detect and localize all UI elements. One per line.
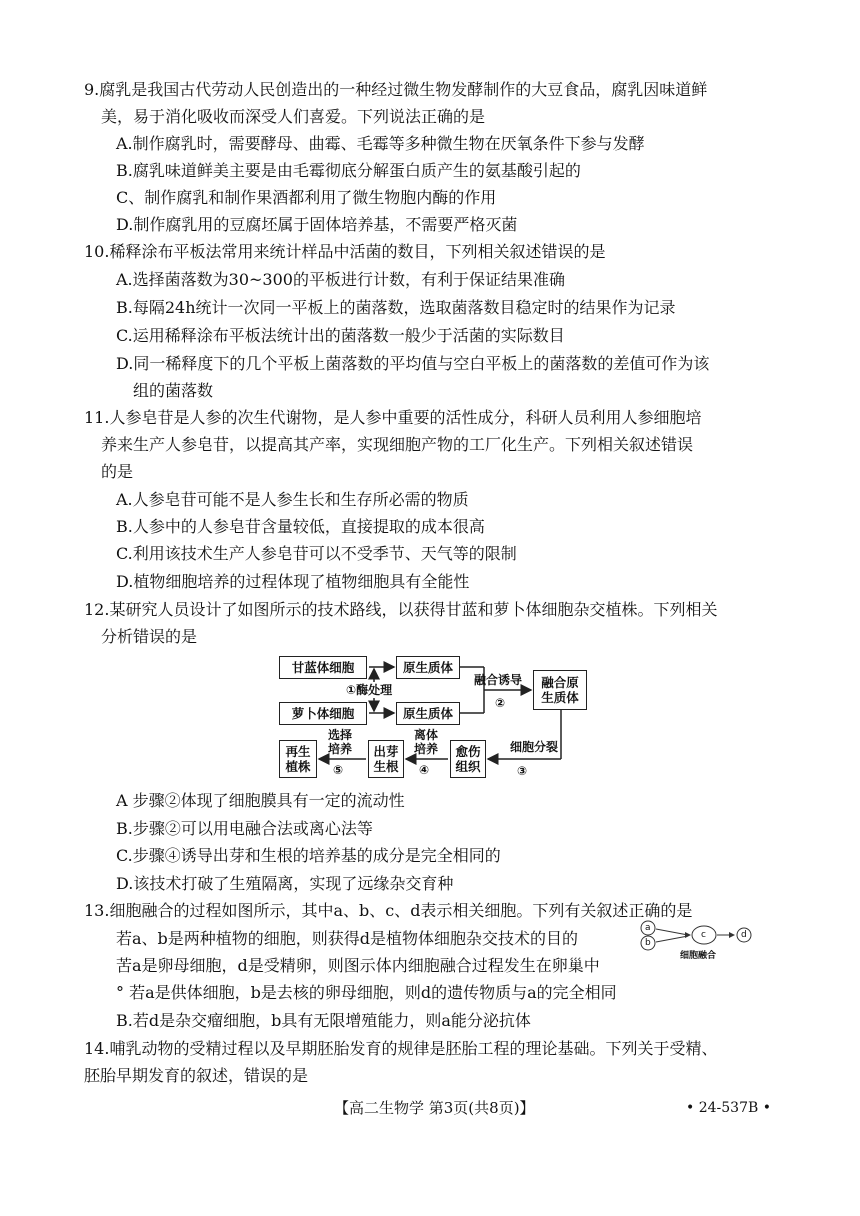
cell-a-label: a [645,923,651,933]
q12-option-d: D.该技术打破了生殖隔离，实现了远缘杂交育种 [116,874,454,893]
label-isolated-culture: 离体培养 [413,728,438,756]
q10-option-b: B.每隔24h统计一次同一平板上的菌落数，选取菌落数目稳定时的结果作为记录 [116,298,676,317]
q11-stem-line3: 的是 [101,462,134,481]
box-protoplast-bottom: 原生质体 [396,702,460,725]
exam-code: • 24-537B • [686,1100,771,1116]
label-fusion-induce: 融合诱导 [474,673,523,687]
cell-b-label: b [645,938,651,948]
label-step5: ⑤ [333,763,344,777]
label-cell-division: 细胞分裂 [510,740,559,754]
q13-option-3: ° 若a是供体细胞，b是去核的卵母细胞，则d的遗传物质与a的完全相同 [116,983,617,1002]
q10-option-a: A.选择菌落数为30~300的平板进行计数，有利于保证结果准确 [116,270,565,289]
box-radish-cell: 萝卜体细胞 [279,702,367,725]
q14-stem-line1: 14.哺乳动物的受精过程以及早期胚胎发育的规律是胚胎工程的理论基础。下列关于受精、 [84,1039,718,1058]
box-callus: 愈伤组织 [450,740,486,778]
q9-stem-line1: 9.腐乳是我国古代劳动人民创造出的一种经过微生物发酵制作的大豆食品，腐乳因味道鲜 [84,80,708,99]
q11-stem-line1: 11.人参皂苷是人参的次生代谢物，是人参中重要的活性成分，科研人员利用人参细胞培 [84,408,702,427]
box-shoot-root: 出芽生根 [368,740,404,778]
q10-option-d-cont: 组的菌落数 [133,381,214,400]
label-step4: ④ [419,763,430,777]
label-enzyme-treatment: ①酶处理 [346,683,393,697]
q13-option-2: 苦a是卵母细胞，d是受精卵，则图示体内细胞融合过程发生在卵巢中 [116,956,600,975]
box-fused-protoplast: 融合原生质体 [533,670,587,710]
q11-option-a: A.人参皂苷可能不是人参生长和生存所必需的物质 [116,490,469,509]
cell-fusion-diagram [636,918,758,966]
somatic-hybridization-diagram [276,652,579,782]
q9-option-d: D.制作腐乳用的豆腐坯属于固体培养基，不需要严格灭菌 [116,215,518,234]
q11-option-b: B.人参中的人参皂苷含量较低，直接提取的成本很高 [116,517,485,536]
label-selective-culture: 选择培养 [327,728,352,756]
q10-option-c: C.运用稀释涂布平板法统计出的菌落数一般少于活菌的实际数目 [116,326,565,345]
q13-option-1: 若a、b是两种植物的细胞，则获得d是植物体细胞杂交技术的目的 [116,929,579,948]
q12-option-c: C.步骤④诱导出芽和生根的培养基的成分是完全相同的 [116,846,501,865]
q12-option-a: A 步骤②体现了细胞膜具有一定的流动性 [116,791,405,810]
q14-stem-line2: 胚胎早期发育的叙述，错误的是 [84,1066,309,1085]
q9-option-b: B.腐乳味道鲜美主要是由毛霉彻底分解蛋白质产生的氨基酸引起的 [116,161,581,180]
q11-option-d: D.植物细胞培养的过程体现了植物细胞具有全能性 [116,572,470,591]
q9-option-c: C、制作腐乳和制作果酒都利用了微生物胞内酶的作用 [116,188,497,207]
q13-option-b: B.若d是杂交瘤细胞，b具有无限增殖能力，则a能分泌抗体 [116,1011,531,1030]
box-cabbage-cell: 甘蓝体细胞 [279,656,367,679]
q10-stem: 10.稀释涂布平板法常用来统计样品中活菌的数目，下列相关叙述错误的是 [84,242,606,261]
q11-stem-line2: 养来生产人参皂苷，以提高其产率，实现细胞产物的工厂化生产。下列相关叙述错误 [101,435,694,454]
cell-fusion-caption: 细胞融合 [680,951,717,961]
cell-d-label: d [741,930,747,940]
q9-stem-line2: 美，易于消化吸收而深受人们喜爱。下列说法正确的是 [101,107,486,126]
box-protoplast-top: 原生质体 [396,656,460,679]
q9-option-a: A.制作腐乳时，需要酵母、曲霉、毛霉等多种微生物在厌氧条件下参与发酵 [116,134,645,153]
cell-c-label: c [701,930,706,940]
q13-stem: 13.细胞融合的过程如图所示，其中a、b、c、d表示相关细胞。下列有关叙述正确的是 [84,901,693,920]
page-footer: 【高二生物学 第3页(共8页)】 [334,1099,535,1117]
q12-stem-line1: 12.某研究人员设计了如图所示的技术路线，以获得甘蓝和萝卜体细胞杂交植株。下列相关 [84,600,718,619]
label-step3: ③ [517,764,528,778]
label-step2: ② [495,696,506,710]
q10-option-d: D.同一稀释度下的几个平板上菌落数的平均值与空白平板上的菌落数的差值可作为该 [116,354,710,373]
q12-stem-line2: 分析错误的是 [101,627,198,646]
q11-option-c: C.利用该技术生产人参皂苷可以不受季节、天气等的限制 [116,544,517,563]
box-regenerated-plant: 再生植株 [279,740,317,778]
q12-option-b: B.步骤②可以用电融合法或离心法等 [116,819,373,838]
